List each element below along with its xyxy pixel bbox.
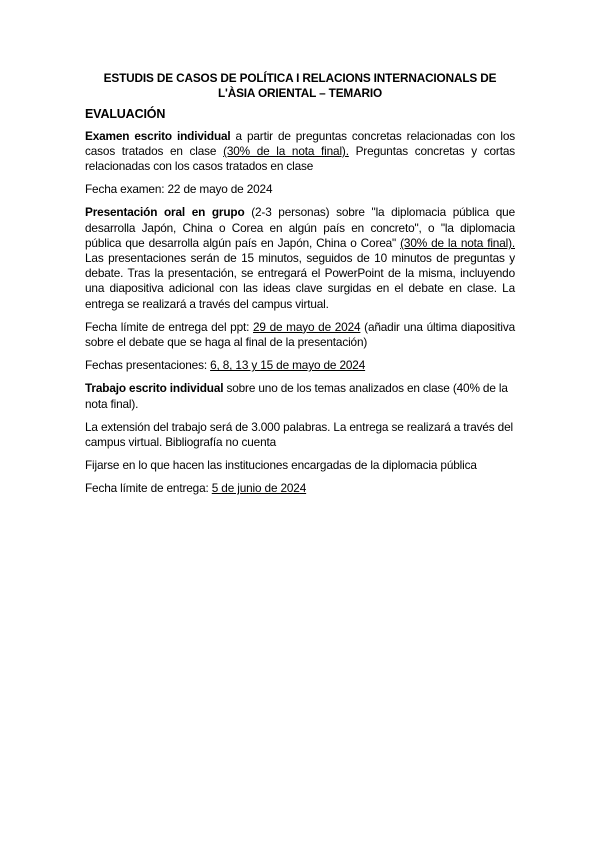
presentation-text-after: Las presentaciones serán de 15 minutos, seguidos de 10 minutos de preguntas y debate. Tras la presentación, se entregará el PowerPoint de la misma, incluyendo una diapositiva adicional con las ideas clave surgidas en el debate en clase. La entrega se realizará a través del campus virtual. — [85, 251, 515, 311]
presentation-dates-value: 6, 8, 13 y 15 de mayo de 2024 — [210, 358, 366, 373]
essay-text: sobre uno de los temas analizados en clase (40% de la nota final). — [85, 381, 508, 411]
exam-paragraph — [85, 129, 515, 175]
exam-label: Examen escrito individual — [85, 128, 231, 143]
institutions-note: Fijarse en lo que hacen las instituciones encargadas de la diplomacia pública — [85, 458, 477, 473]
document-body — [85, 71, 515, 505]
essay-deadline-prefix: Fecha límite de entrega: — [85, 481, 212, 496]
title-line-1: ESTUDIS DE CASOS DE POLÍTICA I RELACIONS INTERNACIONALS DE — [103, 71, 497, 85]
ppt-deadline-prefix: Fecha límite de entrega del ppt: — [85, 319, 254, 334]
presentation-dates — [85, 358, 515, 373]
section-heading: EVALUACIÓN — [85, 107, 166, 122]
document-title — [85, 71, 515, 101]
exam-date: Fecha examen: 22 de mayo de 2024 — [85, 182, 273, 197]
presentation-label: Presentación oral en grupo — [85, 205, 245, 220]
essay-paragraph — [85, 381, 515, 411]
essay-length: La extensión del trabajo será de 3.000 palabras. La entrega se realizará a través del campus virtual. Bibliografía no cuenta — [85, 419, 513, 450]
ppt-deadline — [85, 320, 515, 350]
exam-text-after: Preguntas concretas y cortas relacionadas con los casos tratados en clase — [85, 143, 515, 174]
ppt-deadline-suffix: (añadir una última diapositiva sobre el debate que se haga al final de la presentación) — [85, 319, 515, 350]
presentation-percent: (30% de la nota final). — [400, 235, 516, 250]
presentation-dates-prefix: Fechas presentaciones: — [85, 358, 211, 373]
essay-label: Trabajo escrito individual — [85, 381, 224, 396]
exam-text-before: a partir de preguntas concretas relacionadas con los casos tratados en clase — [85, 128, 515, 158]
title-line-2: L'ÀSIA ORIENTAL – TEMARIO — [218, 86, 382, 101]
essay-deadline-date: 5 de junio de 2024 — [211, 481, 307, 496]
presentation-text-before: (2-3 personas) sobre "la diplomacia pública que desarrolla Japón, China o Corea en algún país en concreto", o "la diplomacia pública que desarrolla algún país en Japón, China o Corea" — [85, 205, 515, 250]
essay-deadline — [85, 481, 515, 496]
ppt-deadline-date: 29 de mayo de 2024 — [253, 319, 361, 334]
exam-percent: (30% de la nota final). — [223, 143, 349, 158]
presentation-paragraph — [85, 205, 515, 311]
